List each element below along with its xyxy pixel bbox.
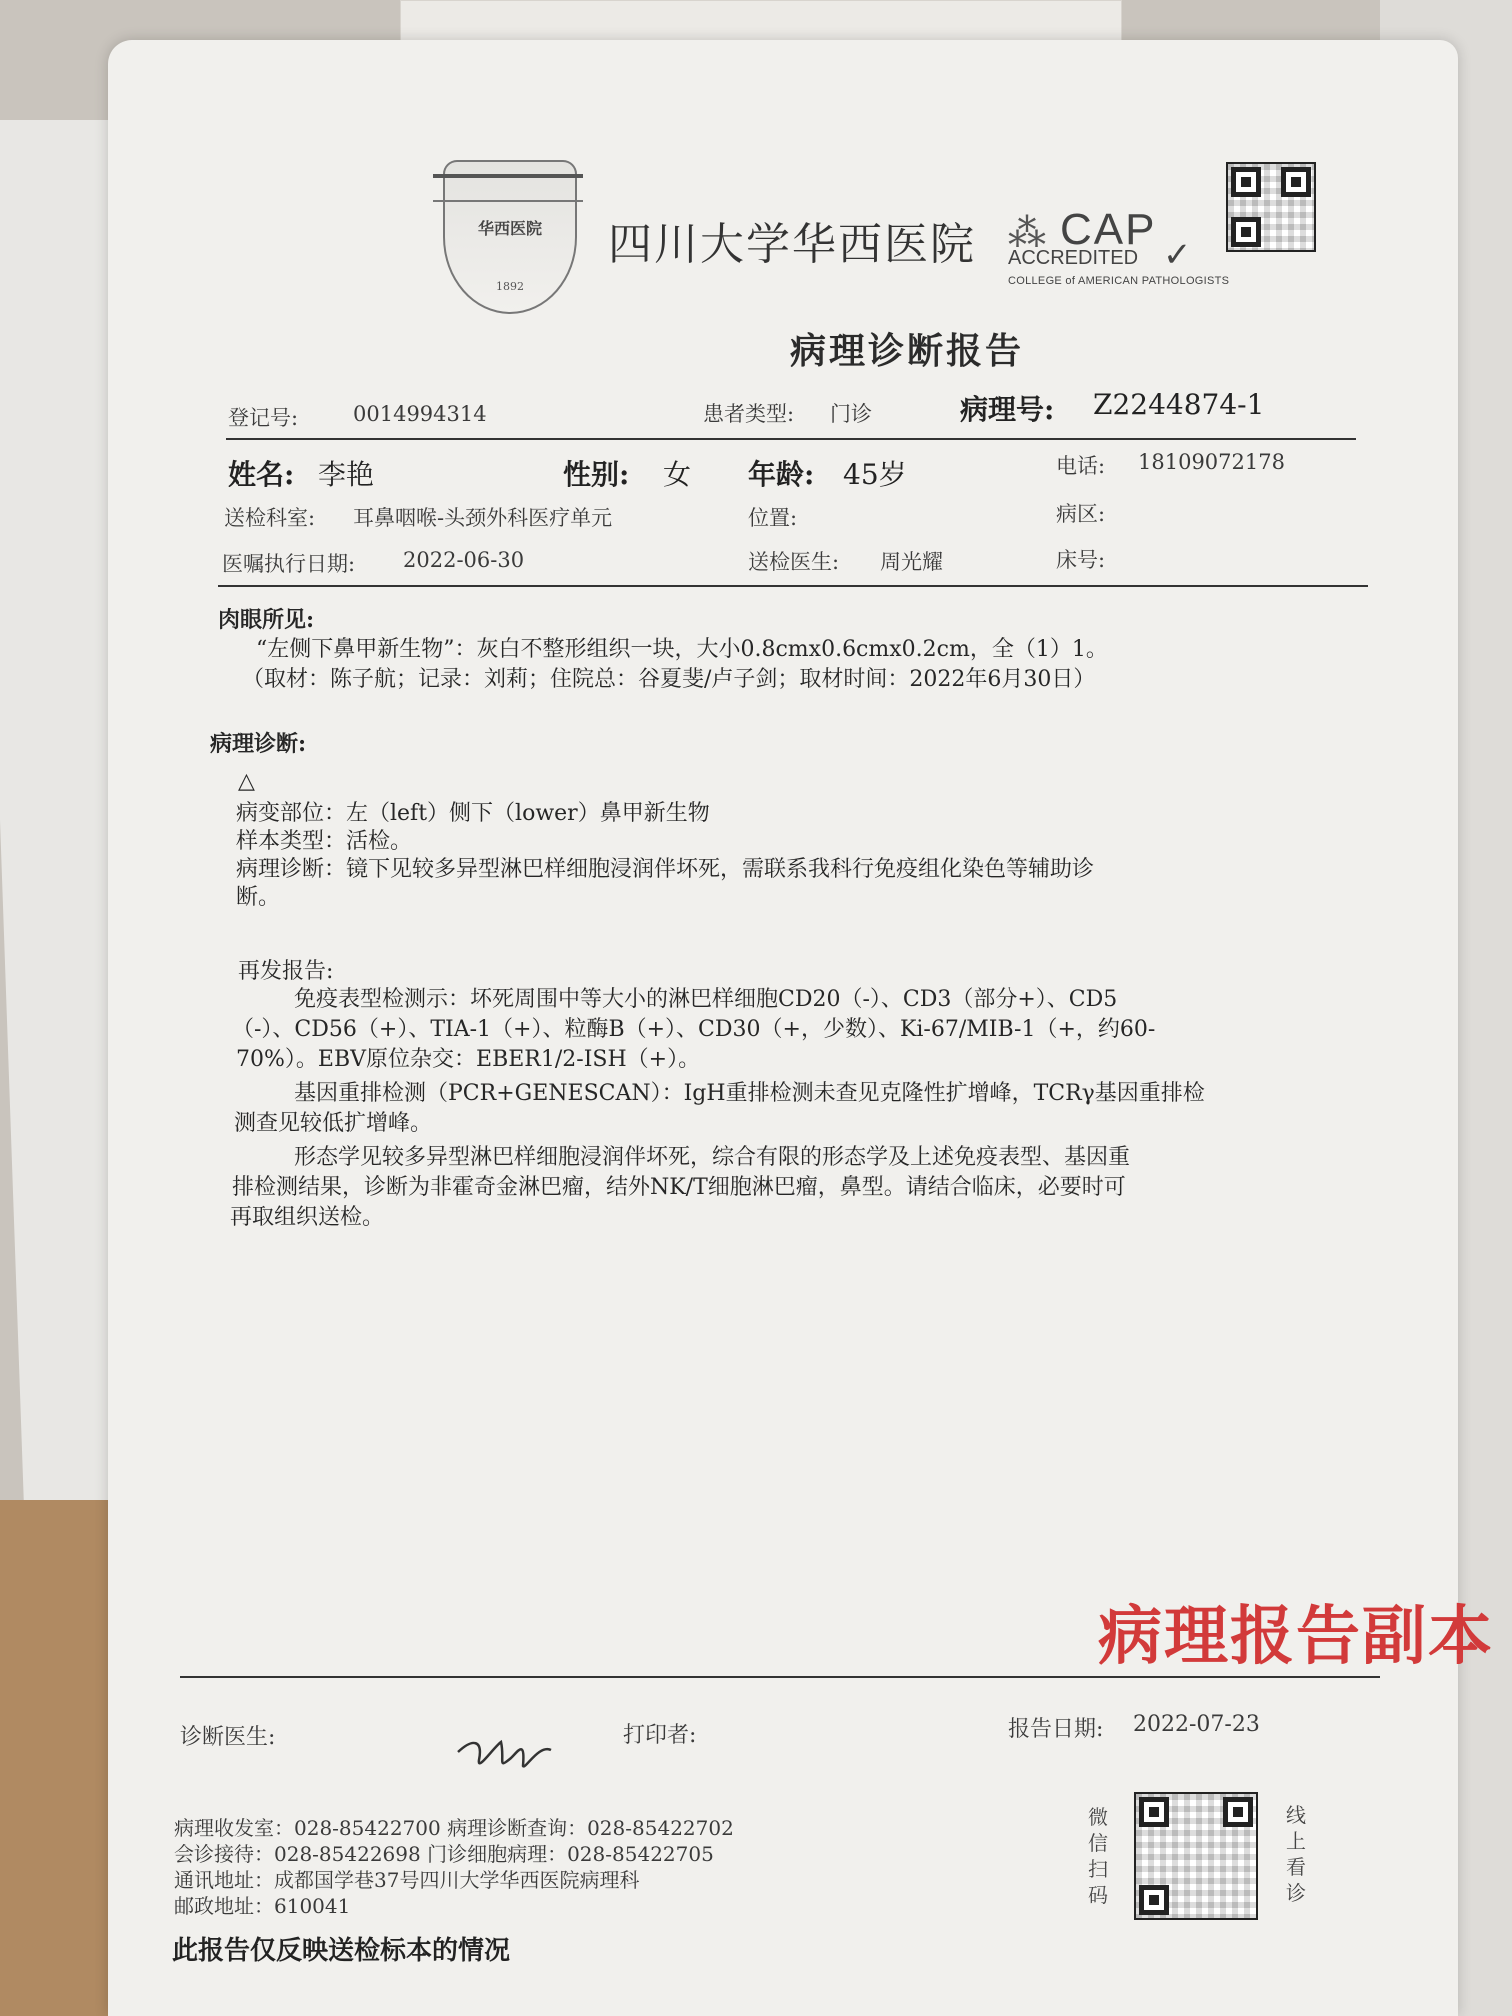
report-page: [108, 40, 1494, 2016]
doctor-value: 周光耀: [880, 550, 943, 574]
name-label: 姓名:: [228, 458, 295, 491]
qr-eye: [1281, 167, 1311, 197]
qr-eye: [1231, 217, 1261, 247]
supplementary-heading: 再发报告:: [238, 959, 334, 984]
patient-type-value: 门诊: [830, 402, 872, 426]
report-line: 形态学见较多异型淋巴样细胞浸润伴坏死，综合有限的形态学及上述免疫表型、基因重: [294, 1145, 1131, 1170]
divider: [180, 1676, 1380, 1678]
pathology-no-value: Z2244874-1: [1093, 388, 1265, 421]
cap-text: CAP: [1060, 205, 1157, 254]
cap-accreditation-logo: [1008, 205, 1258, 295]
pathology-no-label: 病理号:: [960, 393, 1055, 426]
gross-line: “左侧下鼻甲新生物”：灰白不整形组织一块，大小0.8cmx0.6cmx0.2cm，全（1）1。: [256, 637, 1108, 662]
order-date-value: 2022-06-30: [403, 548, 525, 572]
divider: [218, 585, 1368, 587]
report-line: 再取组织送检。: [230, 1205, 385, 1230]
doctor-signature: [453, 1730, 563, 1778]
logo-text: 华西医院: [477, 219, 542, 238]
cap-college: COLLEGE of AMERICAN PATHOLOGISTS: [1008, 275, 1230, 287]
qr-eye: [1139, 1797, 1169, 1827]
phone-label: 电话:: [1056, 454, 1106, 478]
age-label: 年龄:: [748, 458, 815, 491]
sex-label: 性别:: [563, 458, 630, 491]
copy-stamp: 病理报告副本: [1098, 1600, 1494, 1672]
contact-line: 通讯地址：成都国学巷37号四川大学华西医院病理科: [174, 1868, 640, 1892]
printer-label: 打印者:: [623, 1723, 697, 1748]
bed-label: 床号:: [1056, 548, 1106, 572]
report-line: （-）、CD56（+）、TIA-1（+）、粒酶B（+）、CD30（+，少数）、Ki-67/MIB-1（+，约60-: [232, 1017, 1156, 1042]
qr-code-icon: [1226, 162, 1316, 252]
gross-heading: 肉眼所见:: [218, 607, 315, 633]
contact-line: 邮政地址：610041: [174, 1894, 351, 1918]
wechat-qr-code-icon: [1134, 1792, 1258, 1920]
disclaimer: 此报告仅反映送检标本的情况: [172, 1936, 511, 1966]
cap-accredited: ACCREDITED: [1008, 247, 1139, 269]
doctor-label: 送检医生:: [748, 550, 840, 574]
dept-label: 送检科室:: [224, 506, 316, 530]
cap-dots-icon: ⁂: [1008, 211, 1046, 255]
gate-roof-icon: [433, 174, 583, 202]
logo-year: 1892: [496, 280, 524, 293]
hospital-name: 四川大学华西医院: [608, 220, 976, 269]
report-line: 测查见较低扩增峰。: [234, 1111, 433, 1136]
contact-line: 病理收发室：028-85422700 病理诊断查询：028-85422702: [174, 1816, 734, 1840]
hospital-logo: [443, 160, 577, 314]
contact-line: 会诊接待：028-85422698 门诊细胞病理：028-85422705: [174, 1842, 714, 1866]
reg-label: 登记号:: [228, 406, 299, 430]
qr-eye: [1139, 1885, 1169, 1915]
report-line: 70%）。EBV原位杂交：EBER1/2-ISH（+）。: [236, 1047, 701, 1072]
diagnosing-doctor-label: 诊断医生:: [180, 1725, 276, 1750]
location-label: 位置:: [748, 506, 798, 530]
sex-value: 女: [663, 458, 692, 491]
qr-eye: [1231, 167, 1261, 197]
wechat-scan-label: 微信扫码: [1088, 1805, 1108, 1907]
divider: [226, 438, 1356, 440]
ward-label: 病区:: [1056, 502, 1106, 526]
sample-type: 样本类型：活检。: [236, 829, 413, 854]
order-date-label: 医嘱执行日期:: [222, 552, 356, 576]
report-line: 排检测结果，诊断为非霍奇金淋巴瘤，结外NK/T细胞淋巴瘤，鼻型。请结合临床，必要时可: [232, 1175, 1126, 1200]
report-title: 病理诊断报告: [790, 330, 1025, 372]
checkmark-icon: ✓: [1163, 235, 1192, 275]
report-line: 免疫表型检测示：坏死周围中等大小的淋巴样细胞CD20（-）、CD3（部分+）、CD5: [294, 987, 1118, 1012]
report-date-value: 2022-07-23: [1133, 1712, 1260, 1737]
phone-value: 18109072178: [1138, 450, 1285, 474]
diagnosis-line: 断。: [236, 885, 281, 910]
lesion-site: 病变部位：左（left）侧下（lower）鼻甲新生物: [236, 801, 710, 826]
dept-value: 耳鼻咽喉-头颈外科医疗单元: [353, 506, 613, 530]
triangle-icon: △: [238, 769, 255, 794]
report-line: 基因重排检测（PCR+GENESCAN）：IgH重排检测未查见克隆性扩增峰，TCRγ基因重排检: [294, 1081, 1205, 1106]
diagnosis-heading: 病理诊断:: [210, 731, 307, 757]
diagnosis-line: 病理诊断：镜下见较多异型淋巴样细胞浸润伴坏死，需联系我科行免疫组化染色等辅助诊: [236, 857, 1095, 882]
qr-eye: [1223, 1797, 1253, 1827]
report-date-label: 报告日期:: [1008, 1717, 1104, 1742]
patient-type-label: 患者类型:: [703, 402, 795, 426]
gross-line: （取材：陈子航；记录：刘莉；住院总：谷夏斐/卢子剑；取材时间：2022年6月30日）: [242, 667, 1096, 692]
online-consult-label: 线上看诊: [1286, 1803, 1306, 1905]
name-value: 李艳: [318, 458, 375, 491]
age-value: 45岁: [843, 458, 907, 491]
reg-value: 0014994314: [353, 402, 487, 426]
